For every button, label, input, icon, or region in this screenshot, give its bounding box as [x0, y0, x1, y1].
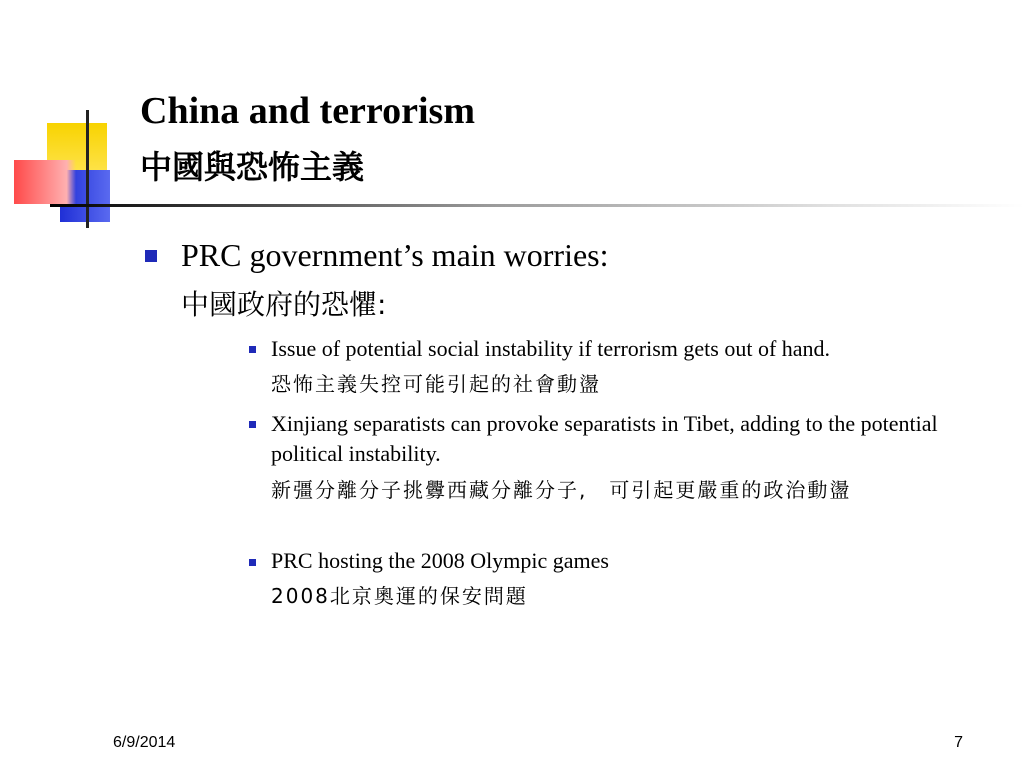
bullet-square-icon	[145, 250, 157, 262]
footer-date: 6/9/2014	[113, 734, 176, 751]
sub-bullet-square-icon	[249, 346, 256, 353]
main-bullet-text: PRC government’s main worries:	[181, 237, 609, 273]
sub-bullet-3-chinese: 2008北京奧運的保安問題	[271, 584, 528, 608]
slide-title-chinese: 中國與恐怖主義	[140, 148, 365, 186]
sub-bullet-1-text: Issue of potential social instability if terrorism gets out of hand.	[271, 336, 831, 361]
sub-bullet-2-chinese: 新彊分離分子挑釁西藏分離分子, 可引起更嚴重的政治動盪	[271, 478, 852, 502]
sub-bullet-2-text: Xinjiang separatists can provoke separatists in Tibet, adding to the potential political instability.	[271, 411, 938, 466]
decor-vertical-line	[86, 110, 89, 228]
slide-title: China and terrorism	[140, 90, 475, 132]
title-divider	[50, 204, 1024, 207]
sub-bullet-3-text: PRC hosting the 2008 Olympic games	[271, 548, 609, 573]
page-number: 7	[954, 734, 963, 751]
main-bullet-chinese: 中國政府的恐懼:	[181, 288, 387, 321]
sub-bullet-square-icon	[249, 421, 256, 428]
sub-bullet-square-icon	[249, 559, 256, 566]
sub-bullet-1-chinese: 恐怖主義失控可能引起的社會動盪	[271, 372, 601, 396]
decor-red-square	[14, 160, 76, 204]
